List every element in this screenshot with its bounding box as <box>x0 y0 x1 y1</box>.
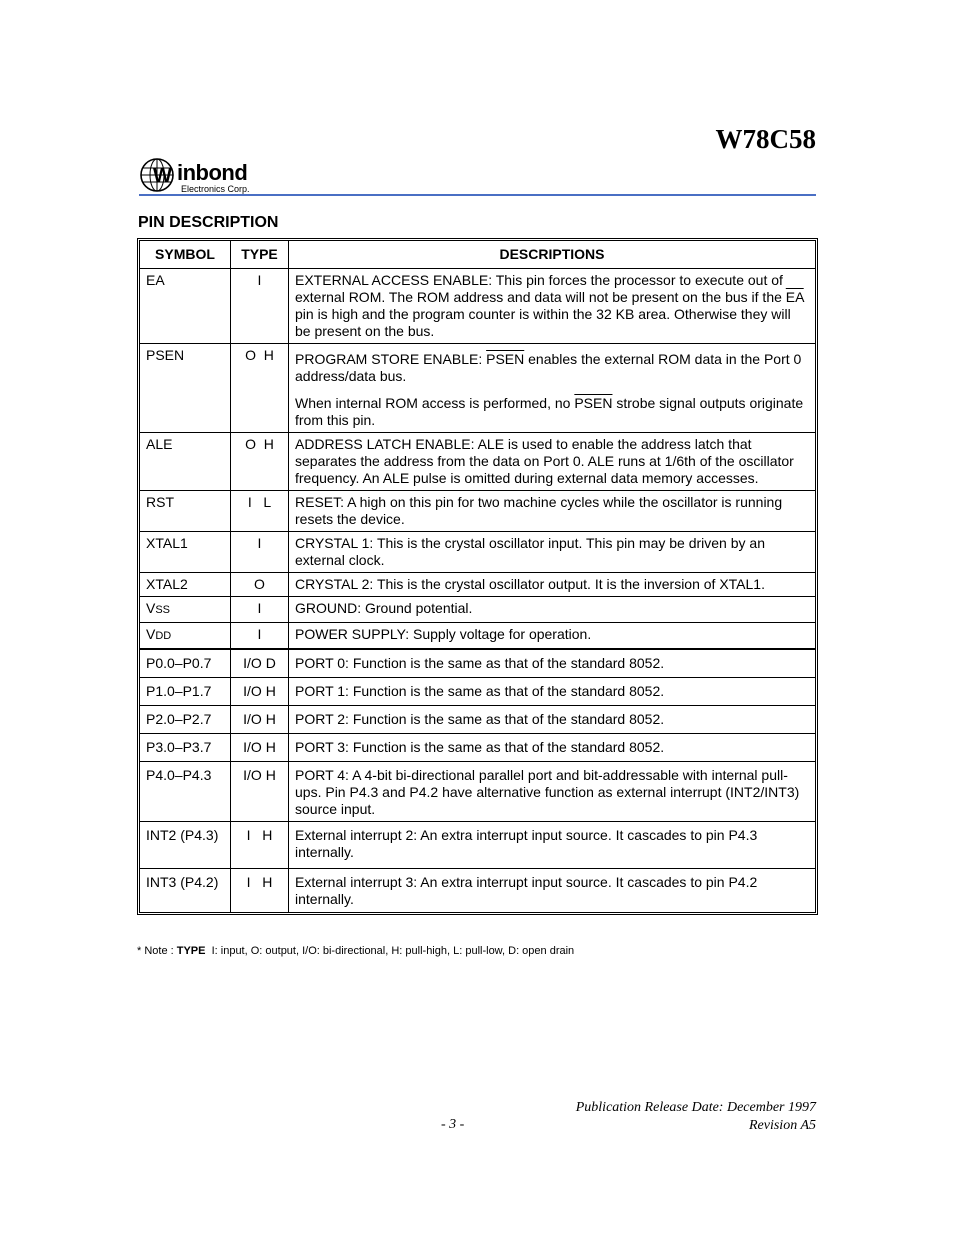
pin-symbol: RST <box>140 491 231 532</box>
table-header-row <box>140 241 816 269</box>
pin-symbol: P2.0–P2.7 <box>140 706 231 734</box>
overlined-signal: $\overline{EA}$ <box>785 289 804 305</box>
pin-description: PORT 2: Function is the same as that of the standard 8052. <box>289 706 816 734</box>
section-title: PIN DESCRIPTION <box>138 214 279 231</box>
winbond-logo <box>139 157 269 195</box>
table-row <box>140 491 816 532</box>
page-number: - 3 - <box>441 1117 465 1132</box>
table-row <box>140 433 816 491</box>
pin-description: CRYSTAL 2: This is the crystal oscillator output. It is the inversion of XTAL1. <box>289 573 816 597</box>
globe-icon <box>139 157 175 193</box>
pin-symbol: P3.0–P3.7 <box>140 734 231 762</box>
pin-description: External interrupt 3: An extra interrupt input source. It cascades to pin P4.2 internally. <box>289 869 816 913</box>
pin-type: I/O H <box>231 734 289 762</box>
pin-symbol: P4.0–P4.3 <box>140 762 231 822</box>
logo-brand: inbond <box>177 160 248 185</box>
part-number: W78C58 <box>715 124 816 154</box>
pin-type: I <box>231 532 289 573</box>
pin-type: I/O H <box>231 678 289 706</box>
pin-description: ADDRESS LATCH ENABLE: ALE is used to enable the address latch that separates the address from the data on Port 0. ALE runs at 1/6th of the oscillator frequency. An ALE pulse is omitted during external data memory accesses. <box>289 433 816 491</box>
type-note: * Note : TYPE I: input, O: output, I/O: bi-directional, H: pull-high, L: pull-low, D: open drain <box>137 945 575 957</box>
header-rule <box>139 194 816 196</box>
pin-description: PORT 1: Function is the same as that of the standard 8052. <box>289 678 816 706</box>
pin-description: PROGRAM STORE ENABLE: PSEN enables the external ROM data in the Port 0 address/data bus. When internal ROM access is performed, no PSEN strobe signal outputs originate from this pin. <box>289 344 816 433</box>
pin-description: RESET: A high on this pin for two machine cycles while the oscillator is running resets the device. <box>289 491 816 532</box>
pin-symbol: XTAL1 <box>140 532 231 573</box>
pin-symbol: EA <box>140 269 231 344</box>
pin-symbol: XTAL2 <box>140 573 231 597</box>
pin-symbol: P0.0–P0.7 <box>140 649 231 678</box>
table-row <box>140 269 816 344</box>
publication-date: Publication Release Date: December 1997 <box>575 1100 816 1115</box>
table-row <box>140 762 816 822</box>
pin-symbol: INT2 (P4.3) <box>140 822 231 869</box>
table-row <box>140 597 816 623</box>
overlined-signal: PSEN <box>574 395 613 411</box>
pin-symbol: P1.0–P1.7 <box>140 678 231 706</box>
pin-description: GROUND: Ground potential. <box>289 597 816 623</box>
pin-description: POWER SUPPLY: Supply voltage for operation. <box>289 623 816 650</box>
pin-type: I <box>231 269 289 344</box>
header-type: TYPE <box>231 241 289 269</box>
revision: Revision A5 <box>748 1118 816 1133</box>
pin-description-table <box>139 240 816 913</box>
pin-type: I H <box>231 869 289 913</box>
pin-type: I/O D <box>231 649 289 678</box>
pin-type: O H <box>231 344 289 433</box>
table-row <box>140 869 816 913</box>
table-row <box>140 532 816 573</box>
pin-type: I <box>231 597 289 623</box>
overlined-signal: PSEN <box>486 351 525 367</box>
pin-type: I <box>231 623 289 650</box>
table-row <box>140 649 816 678</box>
pin-type: I H <box>231 822 289 869</box>
pin-symbol: PSEN <box>140 344 231 433</box>
pin-description: CRYSTAL 1: This is the crystal oscillator input. This pin may be driven by an external clock. <box>289 532 816 573</box>
pin-symbol: VDD <box>140 623 231 650</box>
pin-description: PORT 4: A 4-bit bi-directional parallel port and bit-addressable with internal pull-ups. Pin P4.3 and P4.2 have alternative function as external interrupt (INT2/INT3) source input. <box>289 762 816 822</box>
pin-description: PORT 0: Function is the same as that of the standard 8052. <box>289 649 816 678</box>
table-row <box>140 678 816 706</box>
pin-symbol: ALE <box>140 433 231 491</box>
table-row <box>140 623 816 650</box>
pin-type: I L <box>231 491 289 532</box>
pin-type: I/O H <box>231 762 289 822</box>
table-row <box>140 706 816 734</box>
pin-type: O H <box>231 433 289 491</box>
header-descriptions: DESCRIPTIONS <box>289 241 816 269</box>
logo-initial: W <box>153 165 172 187</box>
pin-symbol: VSS <box>140 597 231 623</box>
pin-description: External interrupt 2: An extra interrupt input source. It cascades to pin P4.3 internally. <box>289 822 816 869</box>
header-symbol: SYMBOL <box>140 241 231 269</box>
pin-description: EXTERNAL ACCESS ENABLE: This pin forces the processor to execute out of external ROM. The ROM address and data will not be present on the bus if the $\overline{EA}$ pin is high and the program counter is within the 32 KB area. Otherwise they will be present on the bus. <box>289 269 816 344</box>
table-row <box>140 734 816 762</box>
logo-subtitle: Electronics Corp. <box>181 184 250 194</box>
table-row <box>140 344 816 433</box>
table-row <box>140 573 816 597</box>
pin-table-frame <box>137 238 818 915</box>
pin-type: O <box>231 573 289 597</box>
pin-description: PORT 3: Function is the same as that of the standard 8052. <box>289 734 816 762</box>
publication-info <box>576 1099 816 1135</box>
pin-type: I/O H <box>231 706 289 734</box>
pin-symbol: INT3 (P4.2) <box>140 869 231 913</box>
table-row <box>140 822 816 869</box>
